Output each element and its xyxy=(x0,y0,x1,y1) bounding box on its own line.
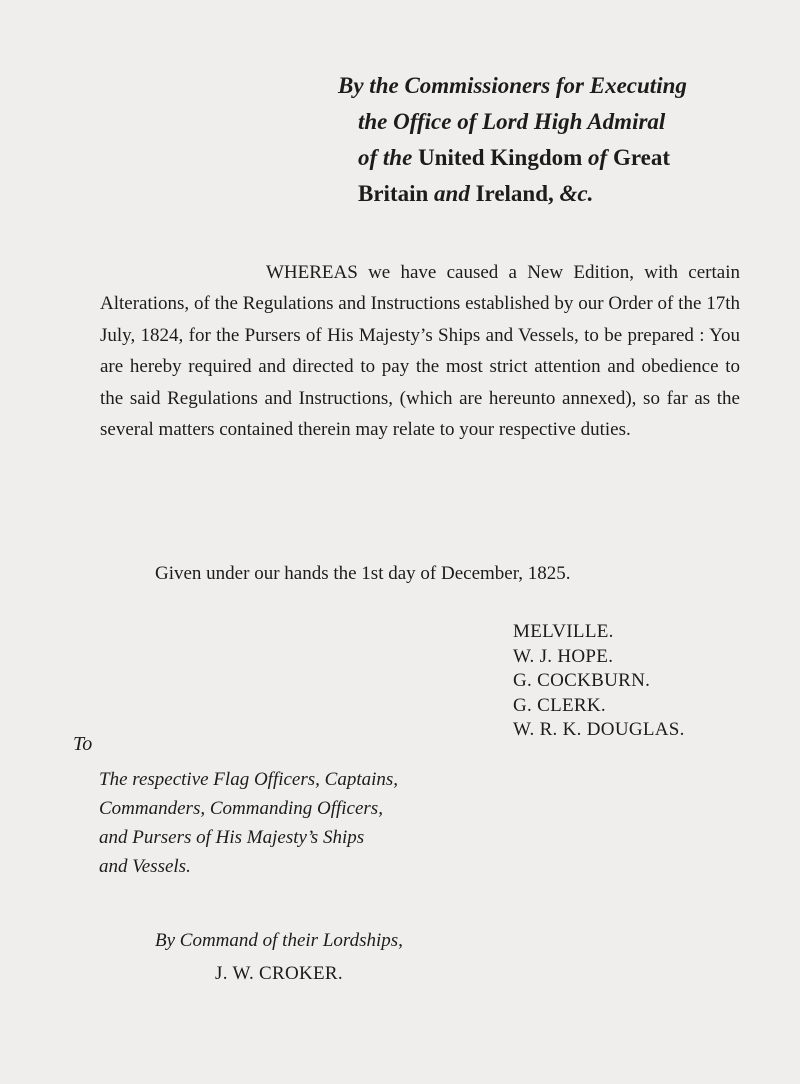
signatory: G. CLERK. xyxy=(513,694,606,716)
heading-ireland: Ireland, xyxy=(475,181,554,206)
secretary-signature: J. W. CROKER. xyxy=(215,963,343,984)
signatory: G. COCKBURN. xyxy=(513,670,651,692)
heading-line-3 xyxy=(358,140,758,176)
signatory: W. R. K. DOUGLAS. xyxy=(513,719,685,741)
heading-and: and xyxy=(434,181,470,206)
heading-etc: &c. xyxy=(559,181,594,206)
addressee-line: The respective Flag Officers, Captains, xyxy=(99,769,399,790)
heading-great: Great xyxy=(612,145,671,170)
heading-line-2: the Office of Lord High Admiral xyxy=(358,109,666,134)
signatory: W. J. HOPE. xyxy=(513,645,614,667)
heading-of-the: of the xyxy=(358,145,413,170)
given-under-hands-line: Given under our hands the 1st day of December, 1825. xyxy=(155,563,571,584)
addressees-block xyxy=(99,765,398,881)
order-paragraph xyxy=(100,257,740,445)
order-paragraph-text: WHEREAS we have caused a New Edition, with certain Alterations, of the Regulations and Instructions established by our Order of the 17th July, 1824, for the Pursers of His Majesty’s Ships and Vessels, to be prepared : You are hereby required and directed to pay the most strict attention and obedience to the said Regulations and Instructions, (which are hereunto annexed), so far as the several matters contained therein may relate to your respective duties. xyxy=(100,262,740,441)
signatories-list xyxy=(513,620,685,743)
heading-of: of xyxy=(588,145,608,170)
heading-britain: Britain xyxy=(358,181,429,206)
addressee-line: Commanders, Commanding Officers, xyxy=(99,798,383,819)
addressee-line: and Vessels. xyxy=(99,856,191,877)
heading-line-4 xyxy=(358,176,758,212)
addressee-line: and Pursers of His Majesty’s Ships xyxy=(99,827,365,848)
document-heading xyxy=(338,68,758,212)
heading-line-1: By the Commissioners for Executing xyxy=(338,73,687,98)
to-label: To xyxy=(73,733,93,755)
signatory: MELVILLE. xyxy=(513,621,614,642)
heading-united-kingdom: United Kingdom xyxy=(418,145,583,170)
command-line: By Command of their Lordships, xyxy=(155,930,403,951)
